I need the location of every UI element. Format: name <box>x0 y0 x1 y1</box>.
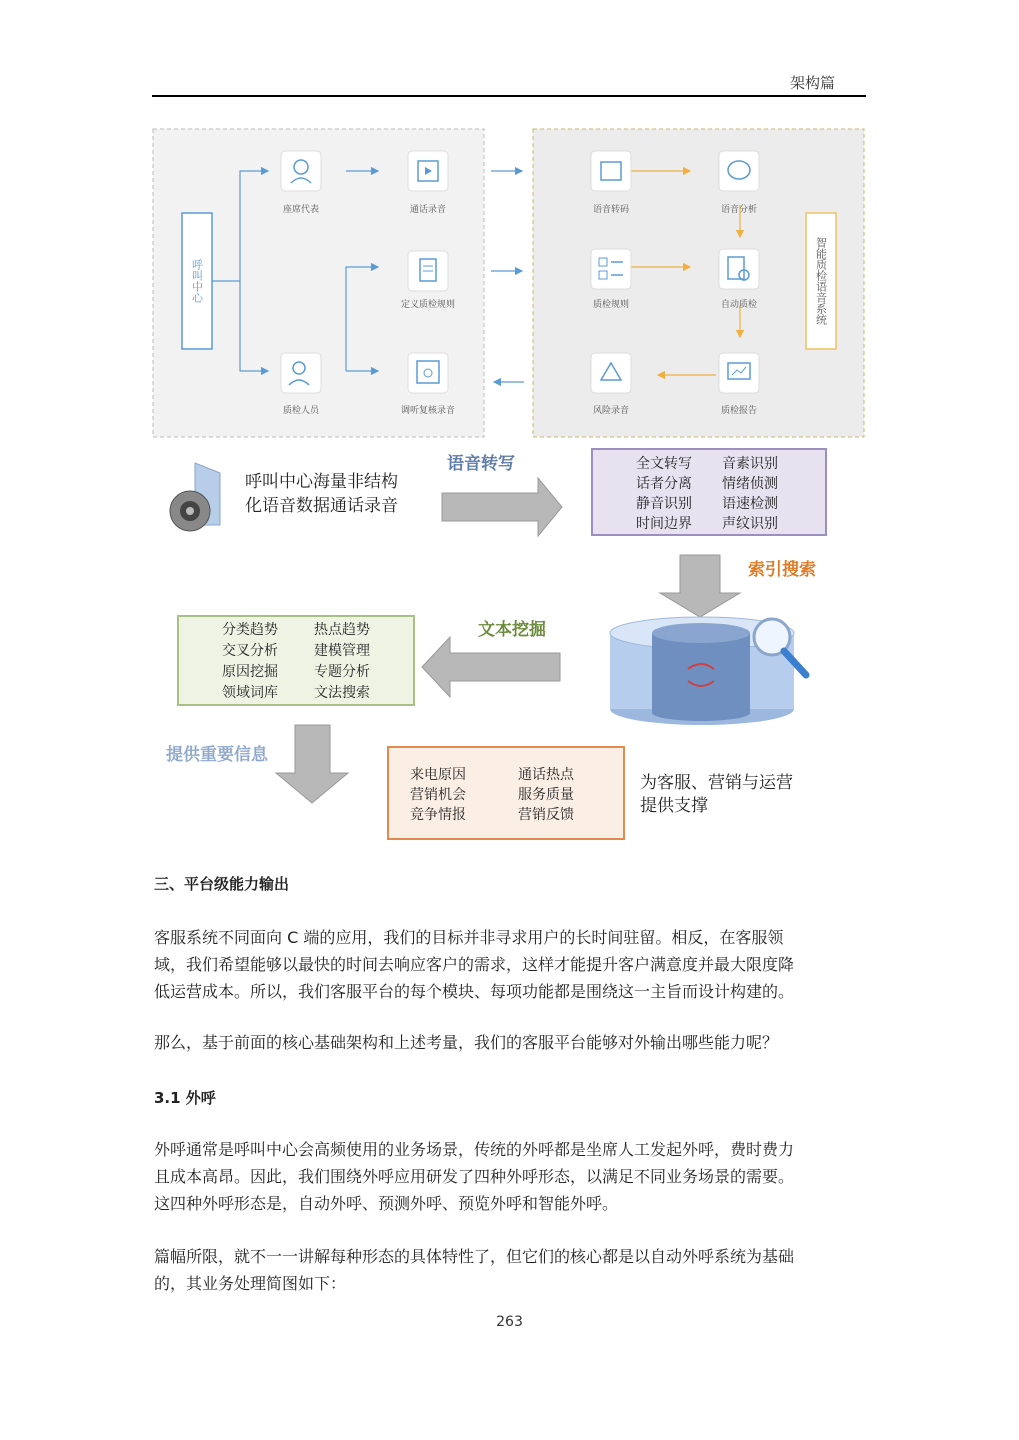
node-qc-rule-label: 质检规则 <box>592 300 630 310</box>
node-call-record-label: 通话录音 <box>409 205 447 215</box>
mining-item: 交叉分析 <box>222 643 278 659</box>
index-label: 索引搜索 <box>748 560 816 580</box>
section31-p1-line3: 这四种外呼形态是，自动外呼、预测外呼、预览外呼和智能外呼。 <box>154 1194 619 1213</box>
node-auto-qc <box>719 249 759 310</box>
node-speech-analysis-label: 语音分析 <box>720 205 758 215</box>
header-title: 架构篇 <box>790 74 836 92</box>
section3-heading: 三、平台级能力输出 <box>154 875 290 893</box>
speech-analytics-diagram <box>150 445 868 845</box>
output-item: 通话热点 <box>518 767 574 783</box>
support-line2: 提供支撑 <box>640 796 708 816</box>
section3-paragraph1 <box>154 924 866 1005</box>
source-line2: 化语音数据通话录音 <box>245 496 398 516</box>
feature-item: 全文转写 <box>636 456 692 472</box>
mining-item: 领域词库 <box>222 685 278 701</box>
section31-p2-line1: 篇幅所限，就不一一讲解每种形态的具体特性了，但它们的核心都是以自动外呼系统为基础 <box>154 1247 795 1266</box>
output-item: 服务质量 <box>518 787 574 803</box>
section3-p1-line2: 域，我们希望能够以最快的时间去响应客户的需求，这样才能提升客户满意度并最大限度降 <box>154 955 795 974</box>
node-speech-analysis <box>719 151 759 215</box>
node-risk-record-label: 风险录音 <box>592 406 630 416</box>
node-risk-record <box>591 353 631 416</box>
mining-item: 分类趋势 <box>222 622 278 638</box>
right-arrow-icon <box>442 478 562 536</box>
node-review-record <box>401 353 455 416</box>
node-agent <box>281 151 321 215</box>
mining-item: 建模管理 <box>314 643 370 659</box>
node-agent-label: 座席代表 <box>282 205 320 215</box>
qc-workflow-diagram <box>150 125 868 441</box>
section31-p2-line2: 的，其业务处理简图如下： <box>154 1274 347 1293</box>
node-qc-staff-label: 质检人员 <box>282 406 320 416</box>
left-arrow-icon <box>422 637 560 697</box>
feature-item: 语速检测 <box>722 496 778 512</box>
call-center-label: 呼叫中心 <box>190 259 204 303</box>
support-line1: 为客服、营销与运营 <box>640 773 793 793</box>
feature-item: 时间边界 <box>636 516 692 532</box>
node-qc-report-label: 质检报告 <box>720 406 758 416</box>
mining-item: 热点趋势 <box>314 622 370 638</box>
feature-item: 静音识别 <box>636 496 692 512</box>
mining-item: 专题分析 <box>314 664 370 680</box>
feature-item: 情绪侦测 <box>722 476 778 492</box>
node-qc-rule <box>591 249 631 310</box>
section31-paragraph2 <box>154 1243 866 1297</box>
output-item: 营销机会 <box>410 787 466 803</box>
section3-paragraph2: 那么，基于前面的核心基础架构和上述考量，我们的客服平台能够对外输出哪些能力呢？ <box>154 1033 779 1052</box>
down-arrow-icon <box>660 555 740 617</box>
section31-p1-line1: 外呼通常是呼叫中心会高频使用的业务场景，传统的外呼都是坐席人工发起外呼，费时费力 <box>154 1140 795 1159</box>
node-qc-report <box>719 353 759 416</box>
section31-p1-line2: 且成本高昂。因此，我们围绕外呼应用研发了四种外呼形态，以满足不同业务场景的需要。 <box>154 1167 795 1186</box>
output-item: 竞争情报 <box>410 807 466 823</box>
mining-box <box>178 616 414 705</box>
node-define-rule-label: 定义质检规则 <box>400 300 456 310</box>
node-auto-qc-label: 自动质检 <box>720 300 758 310</box>
node-review-record-label: 调听复核录音 <box>400 406 456 416</box>
mining-item: 文法搜索 <box>314 685 370 701</box>
transcribe-label: 语音转写 <box>447 454 515 474</box>
feature-item: 话者分离 <box>636 476 692 492</box>
output-item: 来电原因 <box>410 767 466 783</box>
output-item: 营销反馈 <box>518 807 574 823</box>
node-speech-transcribe-label: 语音转码 <box>592 205 630 215</box>
section3-p1-line1: 客服系统不同面向 C 端的应用，我们的目标并非寻求用户的长时间驻留。相反，在客服领 <box>154 928 784 947</box>
section31-heading: 3.1 外呼 <box>154 1089 216 1107</box>
node-qc-staff <box>281 353 321 416</box>
section31-paragraph1 <box>154 1136 866 1217</box>
feature-item: 声纹识别 <box>722 516 778 532</box>
node-define-rule <box>401 251 455 310</box>
mining-label: 文本挖掘 <box>478 620 546 640</box>
section3-p1-line3: 低运营成本。所以，我们客服平台的每个模块、每项功能都是围绕这一主旨而设计构建的。 <box>154 982 795 1001</box>
feature-item: 音素识别 <box>722 456 778 472</box>
mining-item: 原因挖掘 <box>222 664 278 680</box>
node-call-record <box>408 151 448 215</box>
feature-box <box>592 449 826 535</box>
down-arrow-2-icon <box>276 725 348 803</box>
provide-label: 提供重要信息 <box>166 745 268 765</box>
node-speech-transcribe <box>591 151 631 215</box>
speaker-icon <box>170 463 220 531</box>
page-number: 263 <box>496 1314 523 1330</box>
source-line1: 呼叫中心海量非结构 <box>245 472 398 492</box>
header-rule <box>152 95 866 97</box>
smart-system-label: 智能质检语音系统 <box>814 237 828 325</box>
